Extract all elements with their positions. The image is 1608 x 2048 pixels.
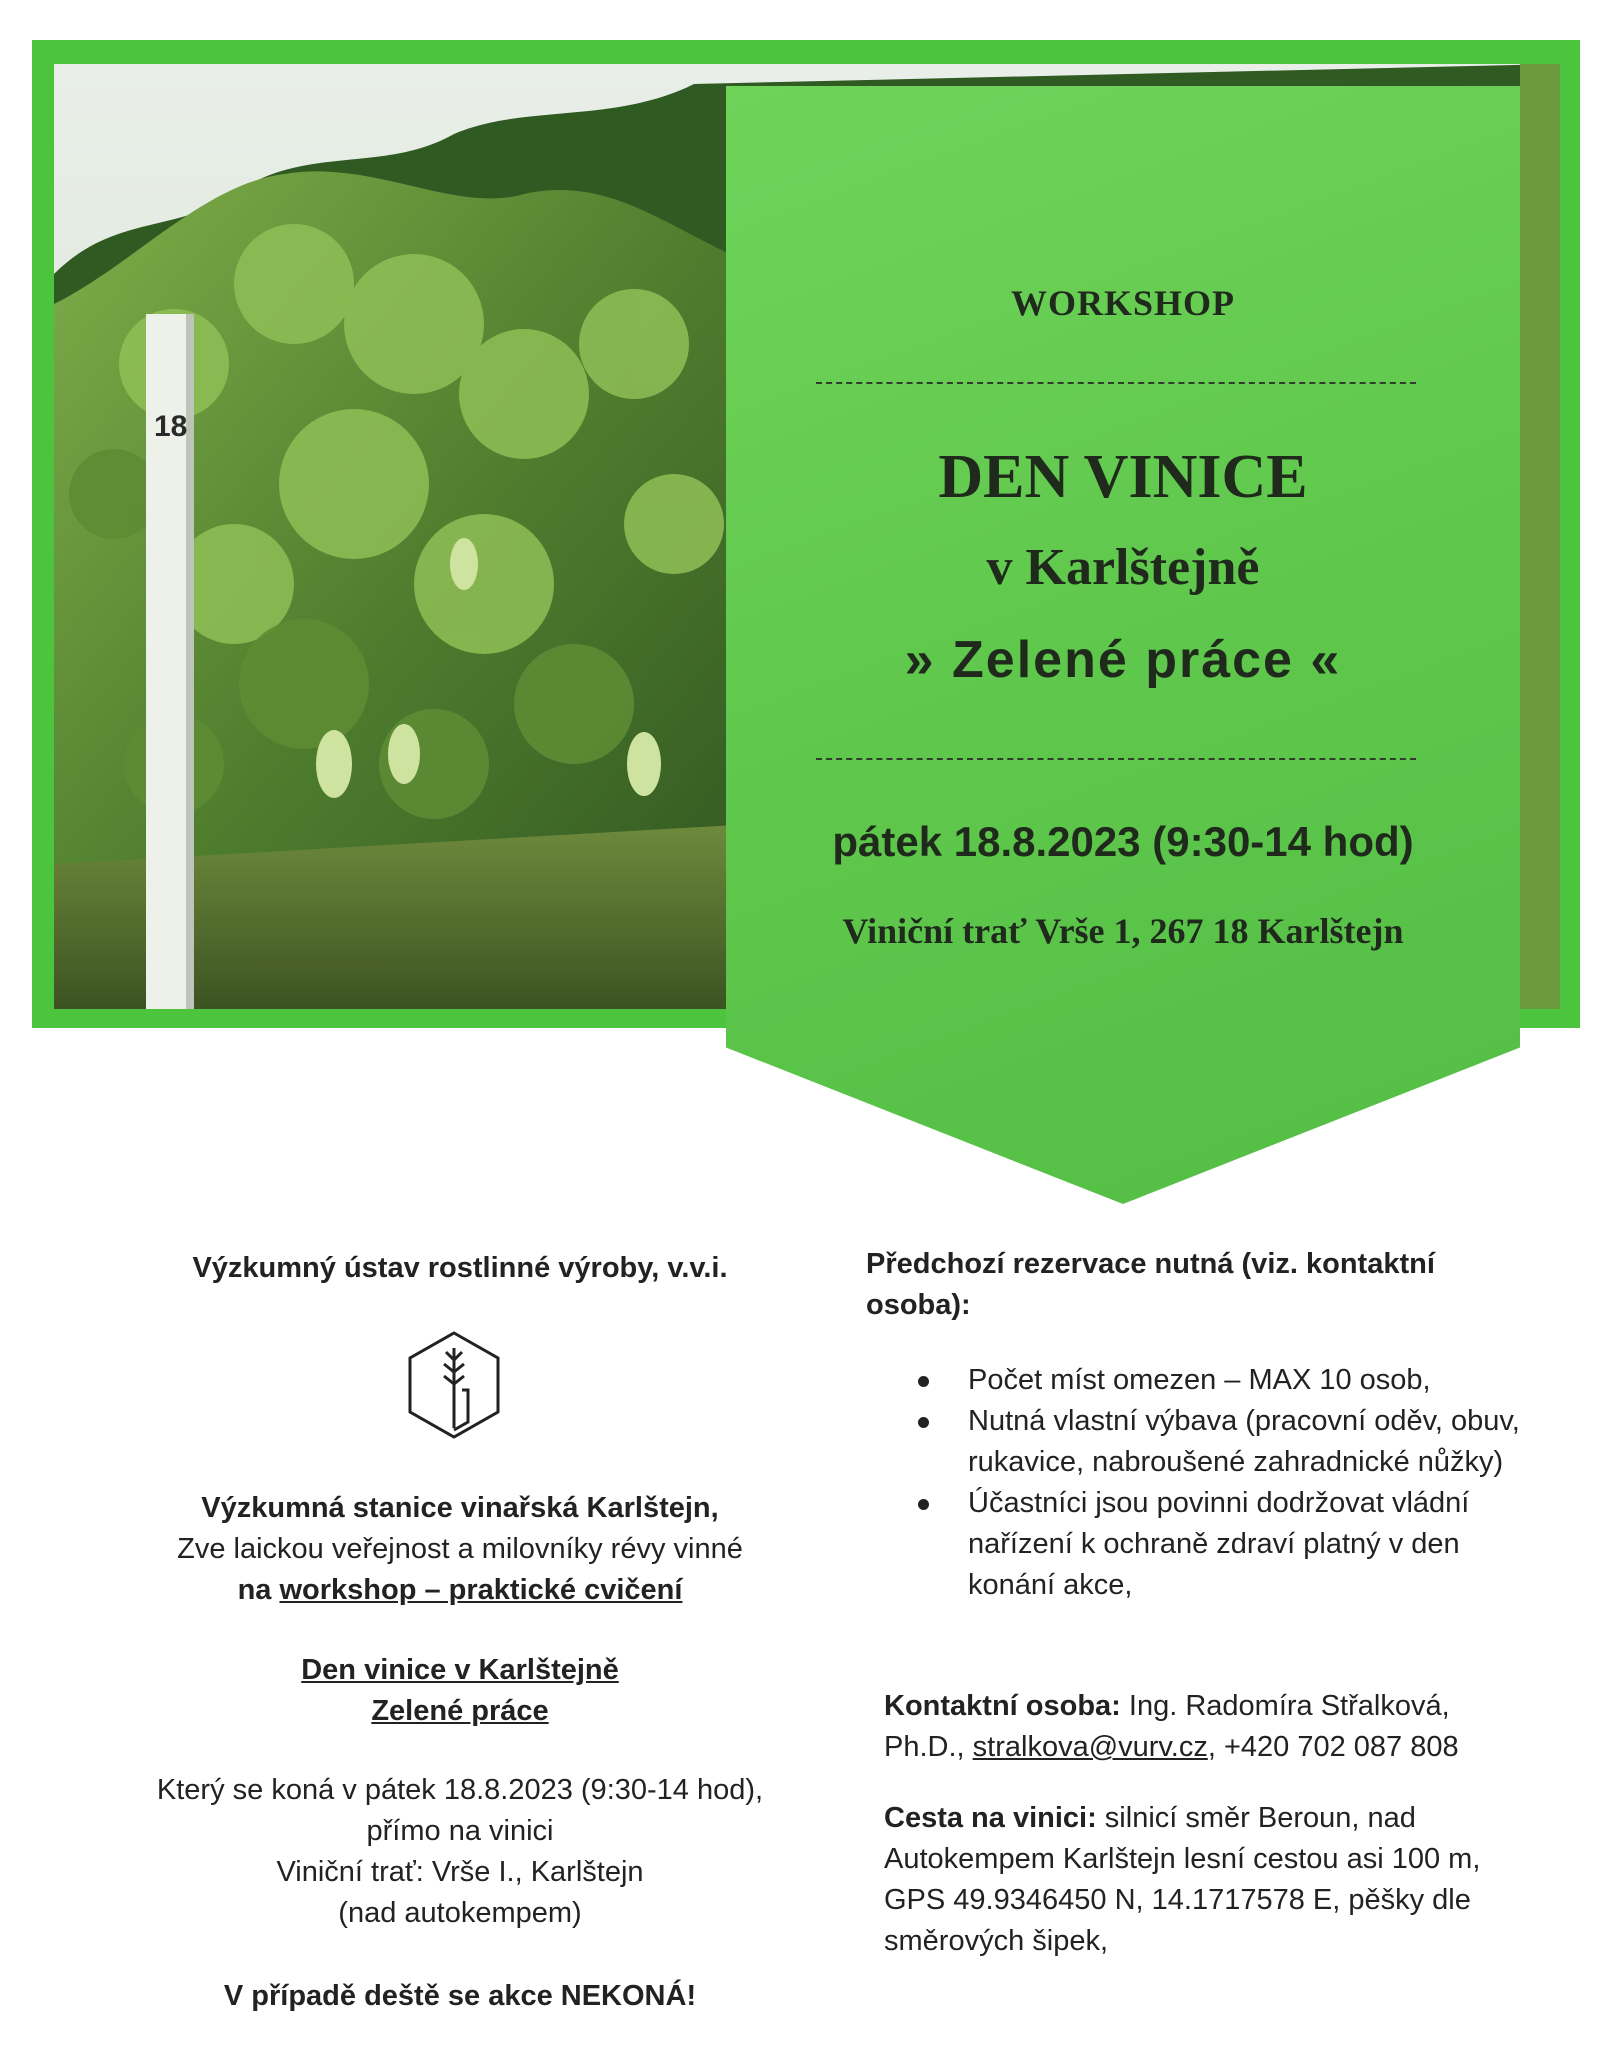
list-item: Nutná vlastní výbava (pracovní oděv, obuv, rukavice, nabroušené zahradnické nůžky) [910,1401,1530,1483]
detail-line: přímo na vinici [366,1815,554,1847]
event-sub: Zelené práce [371,1695,549,1727]
list-item: Účastníci jsou povinni dodržovat vládní nařízení k ochraně zdraví platný v den konání akce, [910,1483,1530,1606]
detail-line: (nad autokempem) [338,1897,582,1929]
route-label: Cesta na vinici: [884,1802,1097,1834]
wheat-hexagon-icon [406,1330,502,1440]
contact-phone: , +420 702 087 808 [1207,1731,1459,1763]
detail-line: Který se koná v pátek 18.8.2023 (9:30-14 hod), [156,1774,764,1806]
reservation-notice: Předchozí rezervace nutná (viz. kontaktní osoba): [866,1248,1435,1321]
invitation-text: Zve laickou veřejnost a milovníky révy vinné [177,1533,743,1565]
contact-email-link[interactable]: stralkova@vurv.cz [972,1731,1208,1763]
event-details [110,1770,810,1934]
bullet-icon [918,1499,929,1510]
route-directions [884,1798,1524,1962]
route-text: silnicí směr Beroun, nad Autokempem Karlštejn lesní cestou asi 100 m, GPS 49.9346450 N, 14.1717578 E, pěšky dle směrových šipek, [884,1802,1481,1957]
bullet-icon [918,1376,929,1387]
detail-line: Viniční trať: Vrše I., Karlštejn [276,1856,644,1888]
dashed-divider-top [816,382,1416,384]
contact-name: Ing. Radomíra Střalková, Ph.D., [884,1690,1450,1763]
list-item: Počet míst omezen – MAX 10 osob, [910,1360,1530,1401]
event-subtitle: » Zelené práce « [904,631,1342,689]
station-name: Výzkumná stanice vinařská Karlštejn, [201,1492,719,1524]
event-date: pátek 18.8.2023 (9:30-14 hod) [832,818,1414,865]
event-name: Den vinice v Karlštejně [301,1654,619,1686]
workshop-line [110,1570,810,1611]
event-address: Viniční trať Vrše 1, 267 18 Karlštejn [842,911,1404,951]
station-block [110,1488,810,1611]
post-number: 18 [154,410,188,443]
event-name-block [110,1650,810,1732]
requirements-list [910,1360,1530,1606]
contact-person [884,1686,1524,1768]
contact-label: Kontaktní osoba: [884,1690,1121,1722]
workshop-prefix: na [237,1574,280,1606]
workshop-label: WORKSHOP [1010,283,1236,323]
dashed-divider-bottom [816,758,1416,760]
bullet-icon [918,1417,929,1428]
rain-notice: V případě deště se akce NEKONÁ! [223,1980,697,2012]
workshop-practical-link: workshop – praktické cvičení [279,1574,683,1606]
event-title: DEN VINICE [938,443,1308,511]
organization-name: Výzkumný ústav rostlinné výroby, v.v.i. [192,1252,728,1284]
event-place: v Karlštejně [986,539,1260,596]
